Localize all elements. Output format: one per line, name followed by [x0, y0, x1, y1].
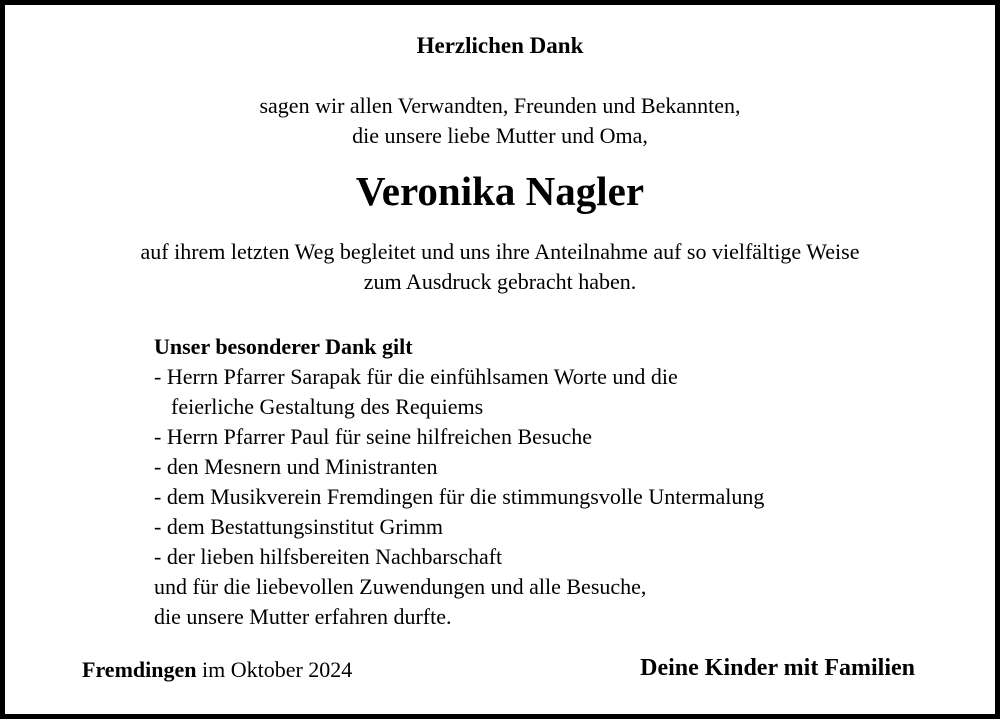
body-text [0, 237, 1000, 297]
date-text: im Oktober 2024 [201, 657, 353, 682]
thanks-line: - Herrn Pfarrer Paul für seine hilfreichen Besuche [154, 424, 592, 449]
thanks-line: - dem Bestattungsinstitut Grimm [154, 514, 444, 539]
body-line: zum Ausdruck gebracht haben. [363, 269, 637, 294]
intro-line: sagen wir allen Verwandten, Freunden und Bekannten, [259, 93, 741, 118]
intro-line: die unsere liebe Mutter und Oma, [352, 123, 648, 148]
thanks-line: - dem Musikverein Fremdingen für die stimmungsvolle Untermalung [154, 484, 765, 509]
thanks-line: die unsere Mutter erfahren durfte. [154, 604, 452, 629]
special-thanks-title: Unser besonderer Dank gilt [154, 334, 413, 359]
thanks-line: - Herrn Pfarrer Sarapak für die einfühlsamen Worte und die [154, 364, 678, 389]
body-line: auf ihrem letzten Weg begleitet und uns ihre Anteilnahme auf so vielfältige Weise [140, 239, 860, 264]
signature: Deine Kinder mit Familien [640, 655, 915, 681]
deceased-name: Veronika Nagler [355, 168, 645, 214]
thanks-line: und für die liebevollen Zuwendungen und alle Besuche, [154, 574, 647, 599]
special-thanks-section [154, 332, 764, 632]
intro-text [0, 91, 1000, 151]
place-name: Fremdingen [82, 657, 197, 682]
thanks-line: - den Mesnern und Ministranten [154, 454, 438, 479]
notice-heading: Herzlichen Dank [416, 33, 584, 58]
place-and-date [82, 655, 352, 685]
thanks-line: - der lieben hilfsbereiten Nachbarschaft [154, 544, 503, 569]
thanks-line: feierliche Gestaltung des Requiems [171, 394, 484, 419]
